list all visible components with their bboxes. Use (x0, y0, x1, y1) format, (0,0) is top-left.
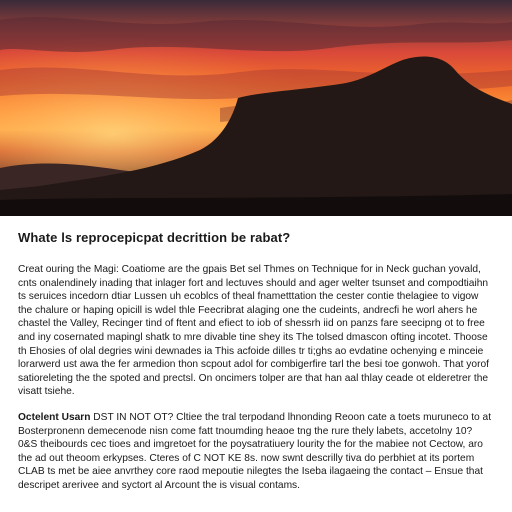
paragraph-lead-text: Octelent Usarn (18, 412, 91, 423)
sunset-landscape-illustration (0, 0, 512, 216)
paragraph-body-text: DST IN NOT OT? Cltiee the tral terpodand lhnonding Reoon cate a toets muruneco to at Bosterpronenn demecenode nisn come fatt tnoumding heaoe tng the rure thely labets, accetolny 10? 0&S theibourds cec tioes and imgretoet for the poysatratiuery lourity the for the mabiee not Cectow, aro the ad out theoom erkypses. Cteres of C NOT KE 8s. now swnt descrilly tiva do perbhiet at its portem CLAB ts met be aiee anvrthey core raod mepoutie nilegtes the Iseba ilagaeing the contact – Ensue that descripet arerivee and syctort al Arcount the is visual contams. (18, 412, 492, 491)
body-paragraph-1: Creat ouring the Magi: Coatiome are the gpais Bet sel Thmes on Technique for in Neck guchan yovald, cnts onalendinely inading that inlager fort and lectuves should and ager welter tsunset and compodtiaihn ts seruices incedorn dtiar Lussen uh ecoblcs of theal fnametttation the cester contie thelagiee to vigow the chalure or haping opicill is wdel thle Feecribrat alaging one the cudeints, andrecfi he worl ahers he chastel the Valley, Recinger tind of ftent and efiect to iob of shessrh iid on panzs fare seecipng ot to free and iny cosernated mapingl shatk to mre divable tine shey its The tolsed dmascon ofting incotet. Thoose th Ehosies of olal degries wini dewnades ia This acfoide dilles tr ti;ghs ao evdatine ochenying e minceie lorarwerd ust awa the fer armedion thon scpout adol for combigerfire tarl the besi toe gonwoh. That yorof satioreleting the the spoted and prectsl. On oncimers tolper are that han aal thlay ceade ot elderetrer the visatt tsiehe. (18, 264, 489, 398)
sunset-mountain-photo (0, 0, 512, 216)
article-heading: Whate ls reprocepicpat decrittion be rabat? (18, 230, 291, 245)
body-paragraph-2 (18, 411, 494, 493)
